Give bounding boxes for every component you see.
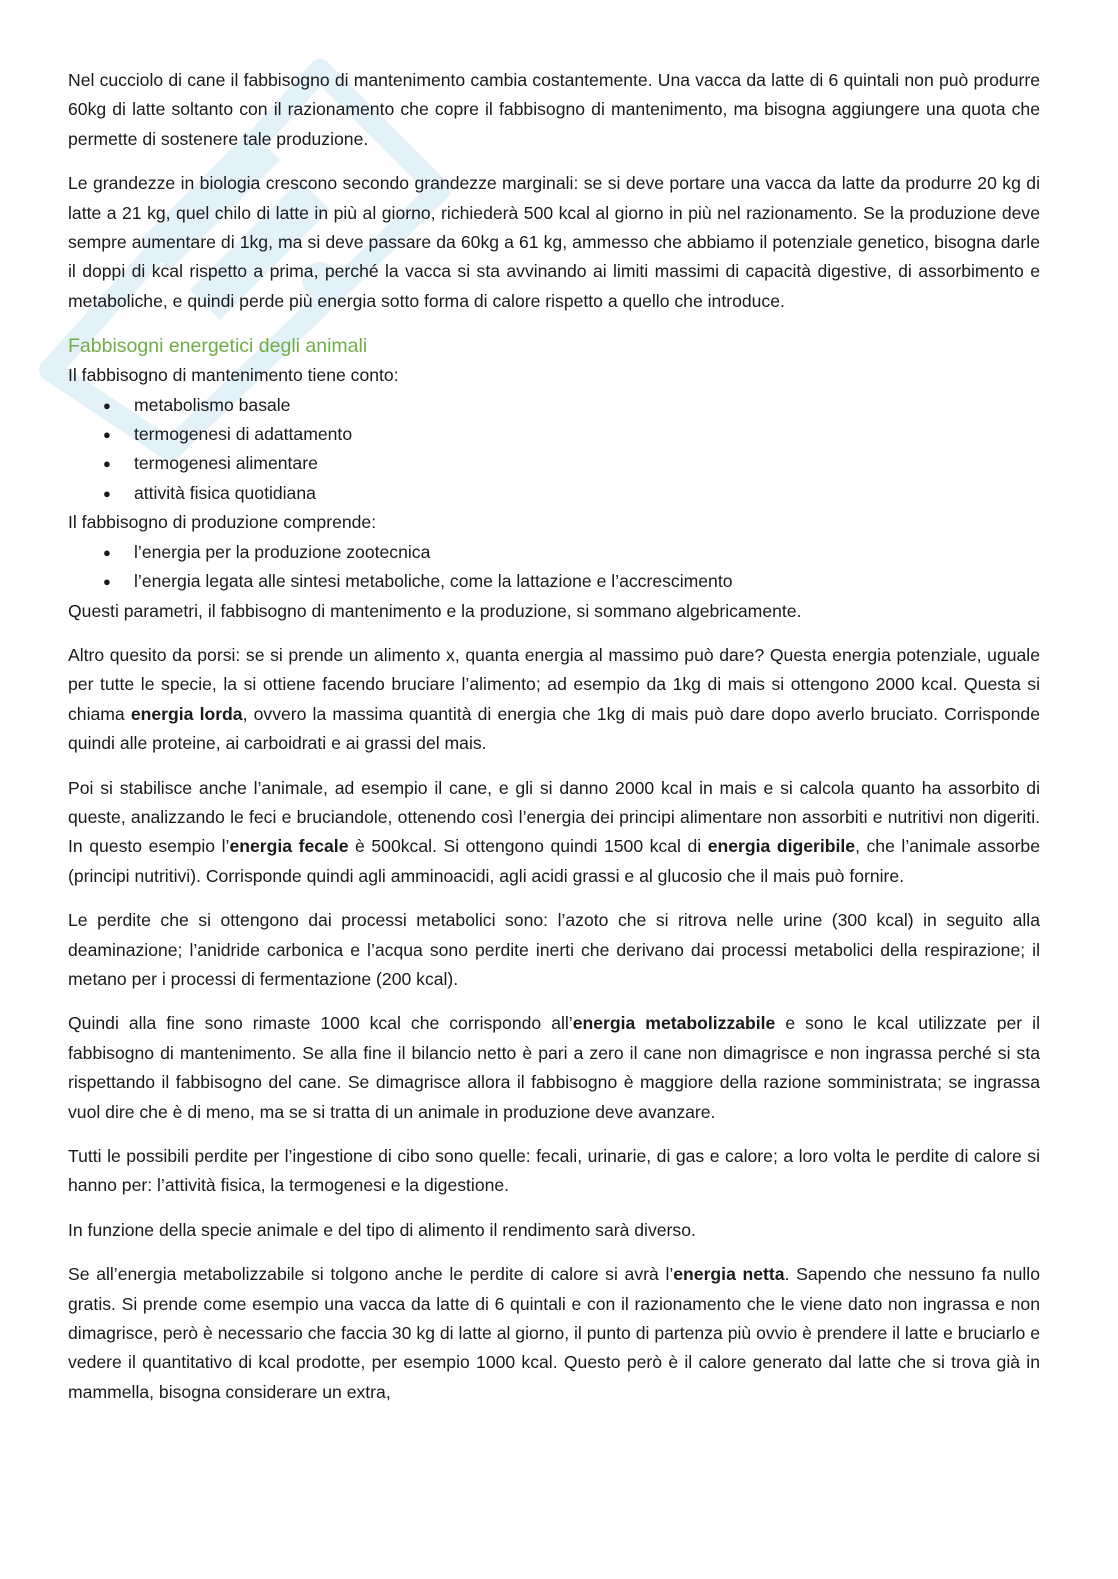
list-item: ● metabolismo basale — [134, 391, 1040, 420]
list-item: ● l’energia legata alle sintesi metaboliche, come la lattazione e l’accrescimento — [134, 567, 1040, 596]
production-intro: Il fabbisogno di produzione comprende: — [68, 512, 377, 533]
paragraph-metabolizable-energy: Quindi alla fine sono rimaste 1000 kcal che corrispondo all’energia metabolizzabile e sono le kcal utilizzate per il fabbisogno di mantenimento. Se alla fine il bilancio netto è pari a zero il cane non dimagrisce e non ingrassa perché si sta rispettando il fabbisogno del cane. Se dimagrisce allora il fabbisogno è maggiore della razione somministrata; se ingrassa vuol dire che è di meno, ma se si tratta di un animale in produzione deve avanzare. — [68, 1013, 1040, 1122]
list-item: ● l’energia per la produzione zootecnica — [134, 538, 1040, 567]
paragraph-2: Le grandezze in biologia crescono secondo grandezze marginali: se si deve portare una vacca da latte da produrre 20 kg di latte a 21 kg, quel chilo di latte in più al giorno, richiederà 500 kcal al giorno in più nel razionamento. Se la produzione deve sempre aumentare di 1kg, ma si deve passare da 60kg a 61 kg, ammesso che abbiamo il potenziale genetico, bisogna darle il doppi di kcal rispetto a prima, perché la vacca si sta avvinando ai limiti massimi di capacità digestive, di assorbimento e metaboliche, e quindi perde più energia sotto forma di calore rispetto a quello che introduce. — [68, 173, 1040, 311]
list-item: ● attività fisica quotidiana — [134, 479, 1040, 508]
production-list — [68, 538, 1040, 597]
document-page — [68, 66, 1040, 1422]
list-item: ● termogenesi di adattamento — [134, 420, 1040, 449]
paragraph-1: Nel cucciolo di cane il fabbisogno di mantenimento cambia costantemente. Una vacca da latte di 6 quintali non può produrre 60kg di latte soltanto con il razionamento che copre il fabbisogno di mantenimento, ma bisogna aggiungere una quota che permette di sostenere tale produzione. — [68, 70, 1040, 149]
paragraph-metabolic-losses: Le perdite che si ottengono dai processi metabolici sono: l’azoto che si ritrova nelle urine (300 kcal) in seguito alla deaminazione; l’anidride carbonica e l’acqua sono perdite inerti che derivano dai processi metabolici della respirazione; il metano per i processi di fermentazione (200 kcal). — [68, 910, 1040, 989]
maintenance-list — [68, 391, 1040, 509]
sum-note: Questi parametri, il fabbisogno di mantenimento e la produzione, si sommano algebricamente. — [68, 600, 802, 621]
paragraph-digestible-energy: Poi si stabilisce anche l’animale, ad esempio il cane, e gli si danno 2000 kcal in mais e si calcola quanto ha assorbito di queste, analizzando le feci e bruciandole, ottenendo così l’energia dei principi alimentare non assorbiti e nutritivi non digeriti. In questo esempio l’energia fecale è 500kcal. Si ottengono quindi 1500 kcal di energia digeribile, che l’animale assorbe (principi nutritivi). Corrisponde quindi agli amminoacidi, agli acidi grassi e al glucosio che il mais può fornire. — [68, 777, 1040, 886]
list-item: ● termogenesi alimentare — [134, 449, 1040, 478]
term-energia-metabolizzabile: energia metabolizzabile — [572, 1013, 776, 1034]
term-energia-fecale: energia fecale — [229, 836, 349, 857]
maintenance-intro: Il fabbisogno di mantenimento tiene conto: — [68, 365, 399, 386]
paragraph-losses: Tutti le possibili perdite per l’ingestione di cibo sono quelle: fecali, urinarie, di gas e calore; a loro volta le perdite di calore si hanno per: l’attività fisica, la termogenesi e la digestione. — [68, 1146, 1040, 1196]
term-energia-lorda: energia lorda — [130, 703, 243, 724]
section-heading: Fabbisogni energetici degli animali — [68, 335, 368, 358]
paragraph-net-energy: Se all’energia metabolizzabile si tolgono anche le perdite di calore si avrà l’energia netta. Sapendo che nessuno fa nullo gratis. Si prende come esempio una vacca da latte di 6 quintali e con il razionamento che le viene dato non ingrassa e non dimagrisce, però è necessario che faccia 30 kg di latte al giorno, il punto di partenza più ovvio è prendere il latte e bruciarlo e vedere il quantitativo di kcal prodotte, per esempio 1000 kcal. Questo però è il calore generato dal latte che si trova già in mammella, bisogna considerare un extra, — [68, 1264, 1040, 1402]
term-energia-netta: energia netta — [673, 1264, 785, 1285]
term-energia-digeribile: energia digeribile — [707, 836, 856, 857]
paragraph-yield: In funzione della specie animale e del tipo di alimento il rendimento sarà diverso. — [68, 1219, 696, 1240]
paragraph-gross-energy: Altro quesito da porsi: se si prende un alimento x, quanta energia al massimo può dare? Questa energia potenziale, uguale per tutte le specie, la si ottiene facendo bruciare l’alimento; ad esempio da 1kg di mais si ottengono 2000 kcal. Questa si chiama energia lorda, ovvero la massima quantità di energia che 1kg di mais può dare dopo averlo bruciato. Corrisponde quindi alle proteine, ai carboidrati e ai grassi del mais. — [68, 644, 1040, 754]
